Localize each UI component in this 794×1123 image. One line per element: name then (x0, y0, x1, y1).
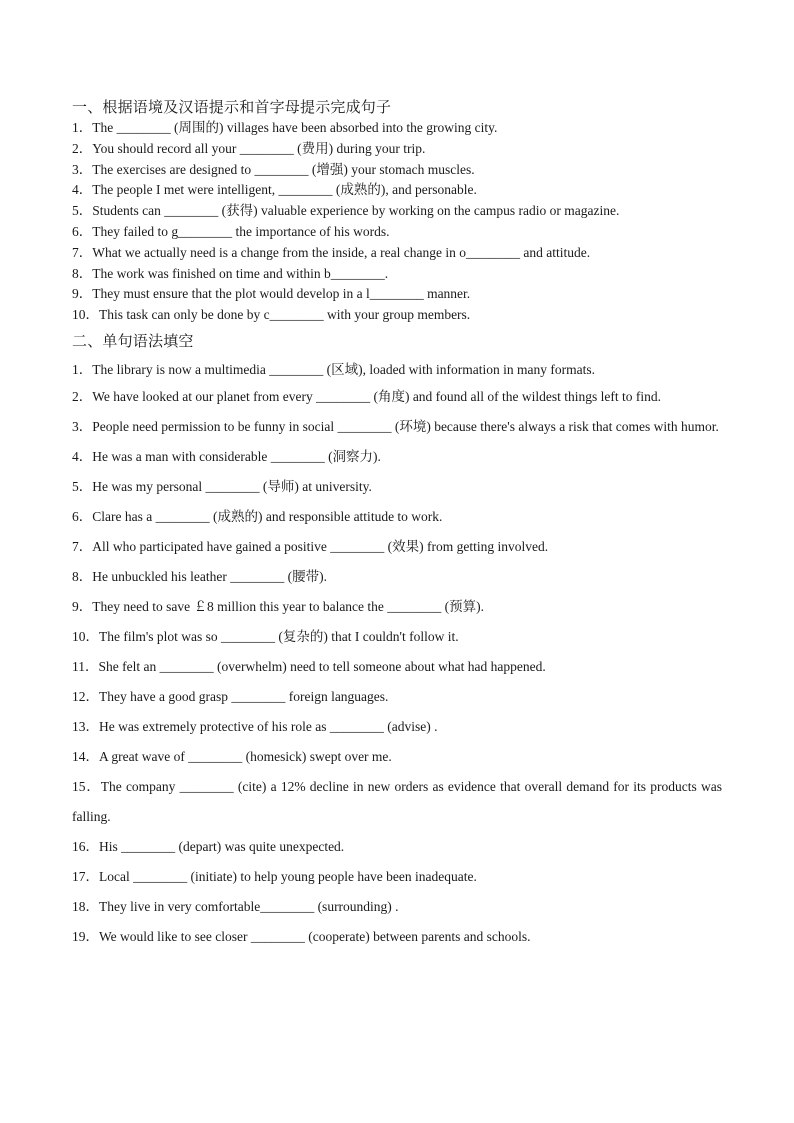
exercise-item: 10．This task can only be done by c________ with your group members. (72, 307, 471, 323)
exercise-item: 9．They must ensure that the plot would develop in a l________ manner. (72, 286, 471, 302)
section-title: 二、单句语法填空 (72, 331, 194, 350)
exercise-item: 5．He was my personal ________ (导师) at university. (72, 478, 372, 494)
section-grammar-fill (72, 330, 722, 952)
exercise-item: 6．Clare has a ________ (成熟的) and responsible attitude to work. (72, 508, 443, 524)
exercise-item: 19．We would like to see closer ________ (cooperate) between parents and schools. (72, 928, 531, 944)
exercise-item: 4．He was a man with considerable ________ (洞察力). (72, 448, 381, 464)
exercise-item: 9．They need to save ￡8 million this year to balance the ________ (预算). (72, 598, 485, 614)
exercise-item: 8．The work was finished on time and within b________. (72, 265, 389, 281)
exercise-item: 8．He unbuckled his leather ________ (腰带). (72, 568, 327, 584)
exercise-item: 7．What we actually need is a change from the inside, a real change in o________ and attitude. (72, 244, 591, 260)
exercise-item: 17．Local ________ (initiate) to help young people have been inadequate. (72, 868, 477, 884)
exercise-item: 14．A great wave of ________ (homesick) swept over me. (72, 748, 392, 764)
exercise-item: 1．The ________ (周围的) villages have been absorbed into the growing city. (72, 120, 498, 135)
exercise-item: 2．You should record all your ________ (费用) during your trip. (72, 140, 426, 156)
section-complete-sentences (72, 96, 722, 326)
section-title: 一、根据语境及汉语提示和首字母提示完成句子 (72, 98, 392, 116)
exercise-item: 15．The company ________ (cite) a 12% decline in new orders as evidence that overall demand for its products was falling. (72, 778, 722, 824)
exercise-item: 13．He was extremely protective of his role as ________ (advise) . (72, 718, 438, 734)
exercise-item: 6．They failed to g________ the importance of his words. (72, 223, 390, 239)
exercise-item: 12．They have a good grasp ________ foreign languages. (72, 688, 389, 704)
exercise-item: 3．The exercises are designed to ________ (增强) your stomach muscles. (72, 161, 475, 177)
exercise-item: 4．The people I met were intelligent, ________ (成熟的), and personable. (72, 182, 477, 198)
exercise-item: 10．The film's plot was so ________ (复杂的) that I couldn't follow it. (72, 628, 459, 644)
exercise-item: 1．The library is now a multimedia ________ (区域), loaded with information in many formats. (72, 361, 596, 377)
exercise-item: 11．She felt an ________ (overwhelm) need to tell someone about what had happened. (72, 658, 546, 674)
exercise-item: 2．We have looked at our planet from every ________ (角度) and found all of the wildest things left to find. (72, 388, 662, 404)
exercise-item: 3．People need permission to be funny in social ________ (环境) because there's always a risk that comes with humor. (72, 418, 719, 434)
exercise-item: 18．They live in very comfortable________ (surrounding) . (72, 898, 399, 914)
worksheet-page (72, 96, 722, 952)
exercise-item: 16．His ________ (depart) was quite unexpected. (72, 838, 345, 854)
exercise-item: 5．Students can ________ (获得) valuable experience by working on the campus radio or magazine. (72, 203, 620, 219)
exercise-item: 7．All who participated have gained a positive ________ (效果) from getting involved. (72, 538, 549, 554)
